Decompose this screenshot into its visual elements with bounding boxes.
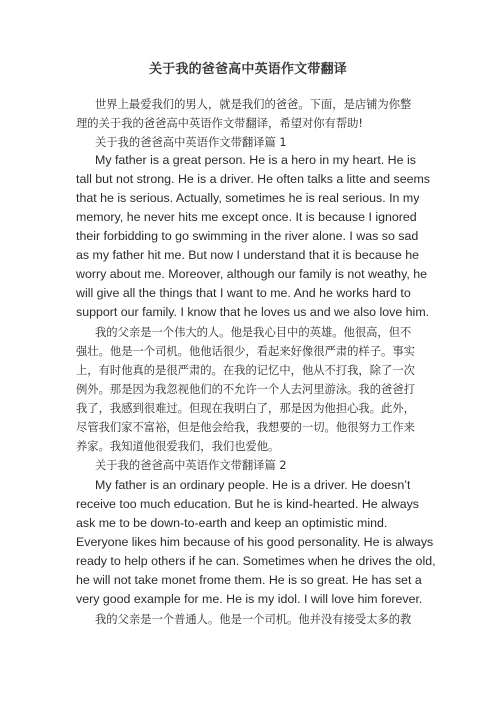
essay-line: receive too much education. But he is kind-hearted. He always <box>76 497 419 511</box>
essay-line: My father is a great person. He is a hero in my heart. He is <box>95 153 416 167</box>
essay-line: as my father hit me. But now I understand that it is because he <box>76 248 419 262</box>
essay-line: he will not take monet frome them. He is so great. He has set a <box>76 573 422 587</box>
section-heading: 关于我的爸爸高中英语作文带翻译篇 2 <box>95 459 287 472</box>
essay-line: ready to help others if he can. Sometimes when he drives the old, <box>76 554 436 568</box>
essay-line: My father is an ordinary people. He is a driver. He doesn’t <box>95 478 411 492</box>
essay-line: memory, he never hits me except once. It is because I ignored <box>76 210 417 224</box>
essay-line: ask me to be down-to-earth and keep an optimistic mind. <box>76 516 388 530</box>
essay-line: that he is serious. Actually, sometimes he is real serious. In my <box>76 191 420 205</box>
page-title: 关于我的爸爸高中英语作文带翻译 <box>148 62 347 77</box>
translation-line: 我的父亲是一个普通人。他是一个司机。他并没有接受太多的教 <box>95 613 412 626</box>
translation-line: 例外。那是因为我忽视他们的不允许一个人去河里游泳。我的爸爸打 <box>76 383 415 396</box>
intro-line: 世界上最爱我们的男人，就是我们的爸爸。下面，是店铺为你整 <box>95 98 412 111</box>
essay-line: will give all the things that I want to me. And he works hard to <box>76 286 411 300</box>
translation-line: 我的父亲是一个伟大的人。他是我心目中的英雄。他很高，但不 <box>95 326 412 339</box>
essay-line: worry about me. Moreover, although our family is not weathy, he <box>76 267 428 281</box>
essay-line: their forbidding to go swimming in the river alone. I was so sad <box>76 229 419 243</box>
essay-line: support our family. I know that he loves us and we also love him. <box>76 305 430 319</box>
essay-line: tall but not strong. He is a driver. He often talks a litte and seems <box>76 172 430 186</box>
essay-line: Everyone likes him because of his good personality. He is always <box>76 535 434 549</box>
translation-line: 养家。我知道他很爱我们，我们也爱他。 <box>76 440 280 453</box>
translation-line: 尽管我们家不富裕，但是他会给我，我想要的一切。他很努力工作来 <box>76 421 415 434</box>
intro-line: 理的关于我的爸爸高中英语作文带翻译，希望对你有帮助! <box>76 117 363 130</box>
section-heading: 关于我的爸爸高中英语作文带翻译篇 1 <box>95 136 287 149</box>
translation-line: 上，有时他真的是很严肃的。在我的记忆中，他从不打我，除了一次 <box>76 364 415 377</box>
translation-line: 我了，我感到很难过。但现在我明白了，那是因为他担心我。此外， <box>76 402 415 415</box>
essay-line: very good example for me. He is my idol. I will love him forever. <box>76 592 423 606</box>
translation-line: 强壮。他是一个司机。他他话很少，看起来好像很严肃的样子。事实 <box>76 345 415 358</box>
